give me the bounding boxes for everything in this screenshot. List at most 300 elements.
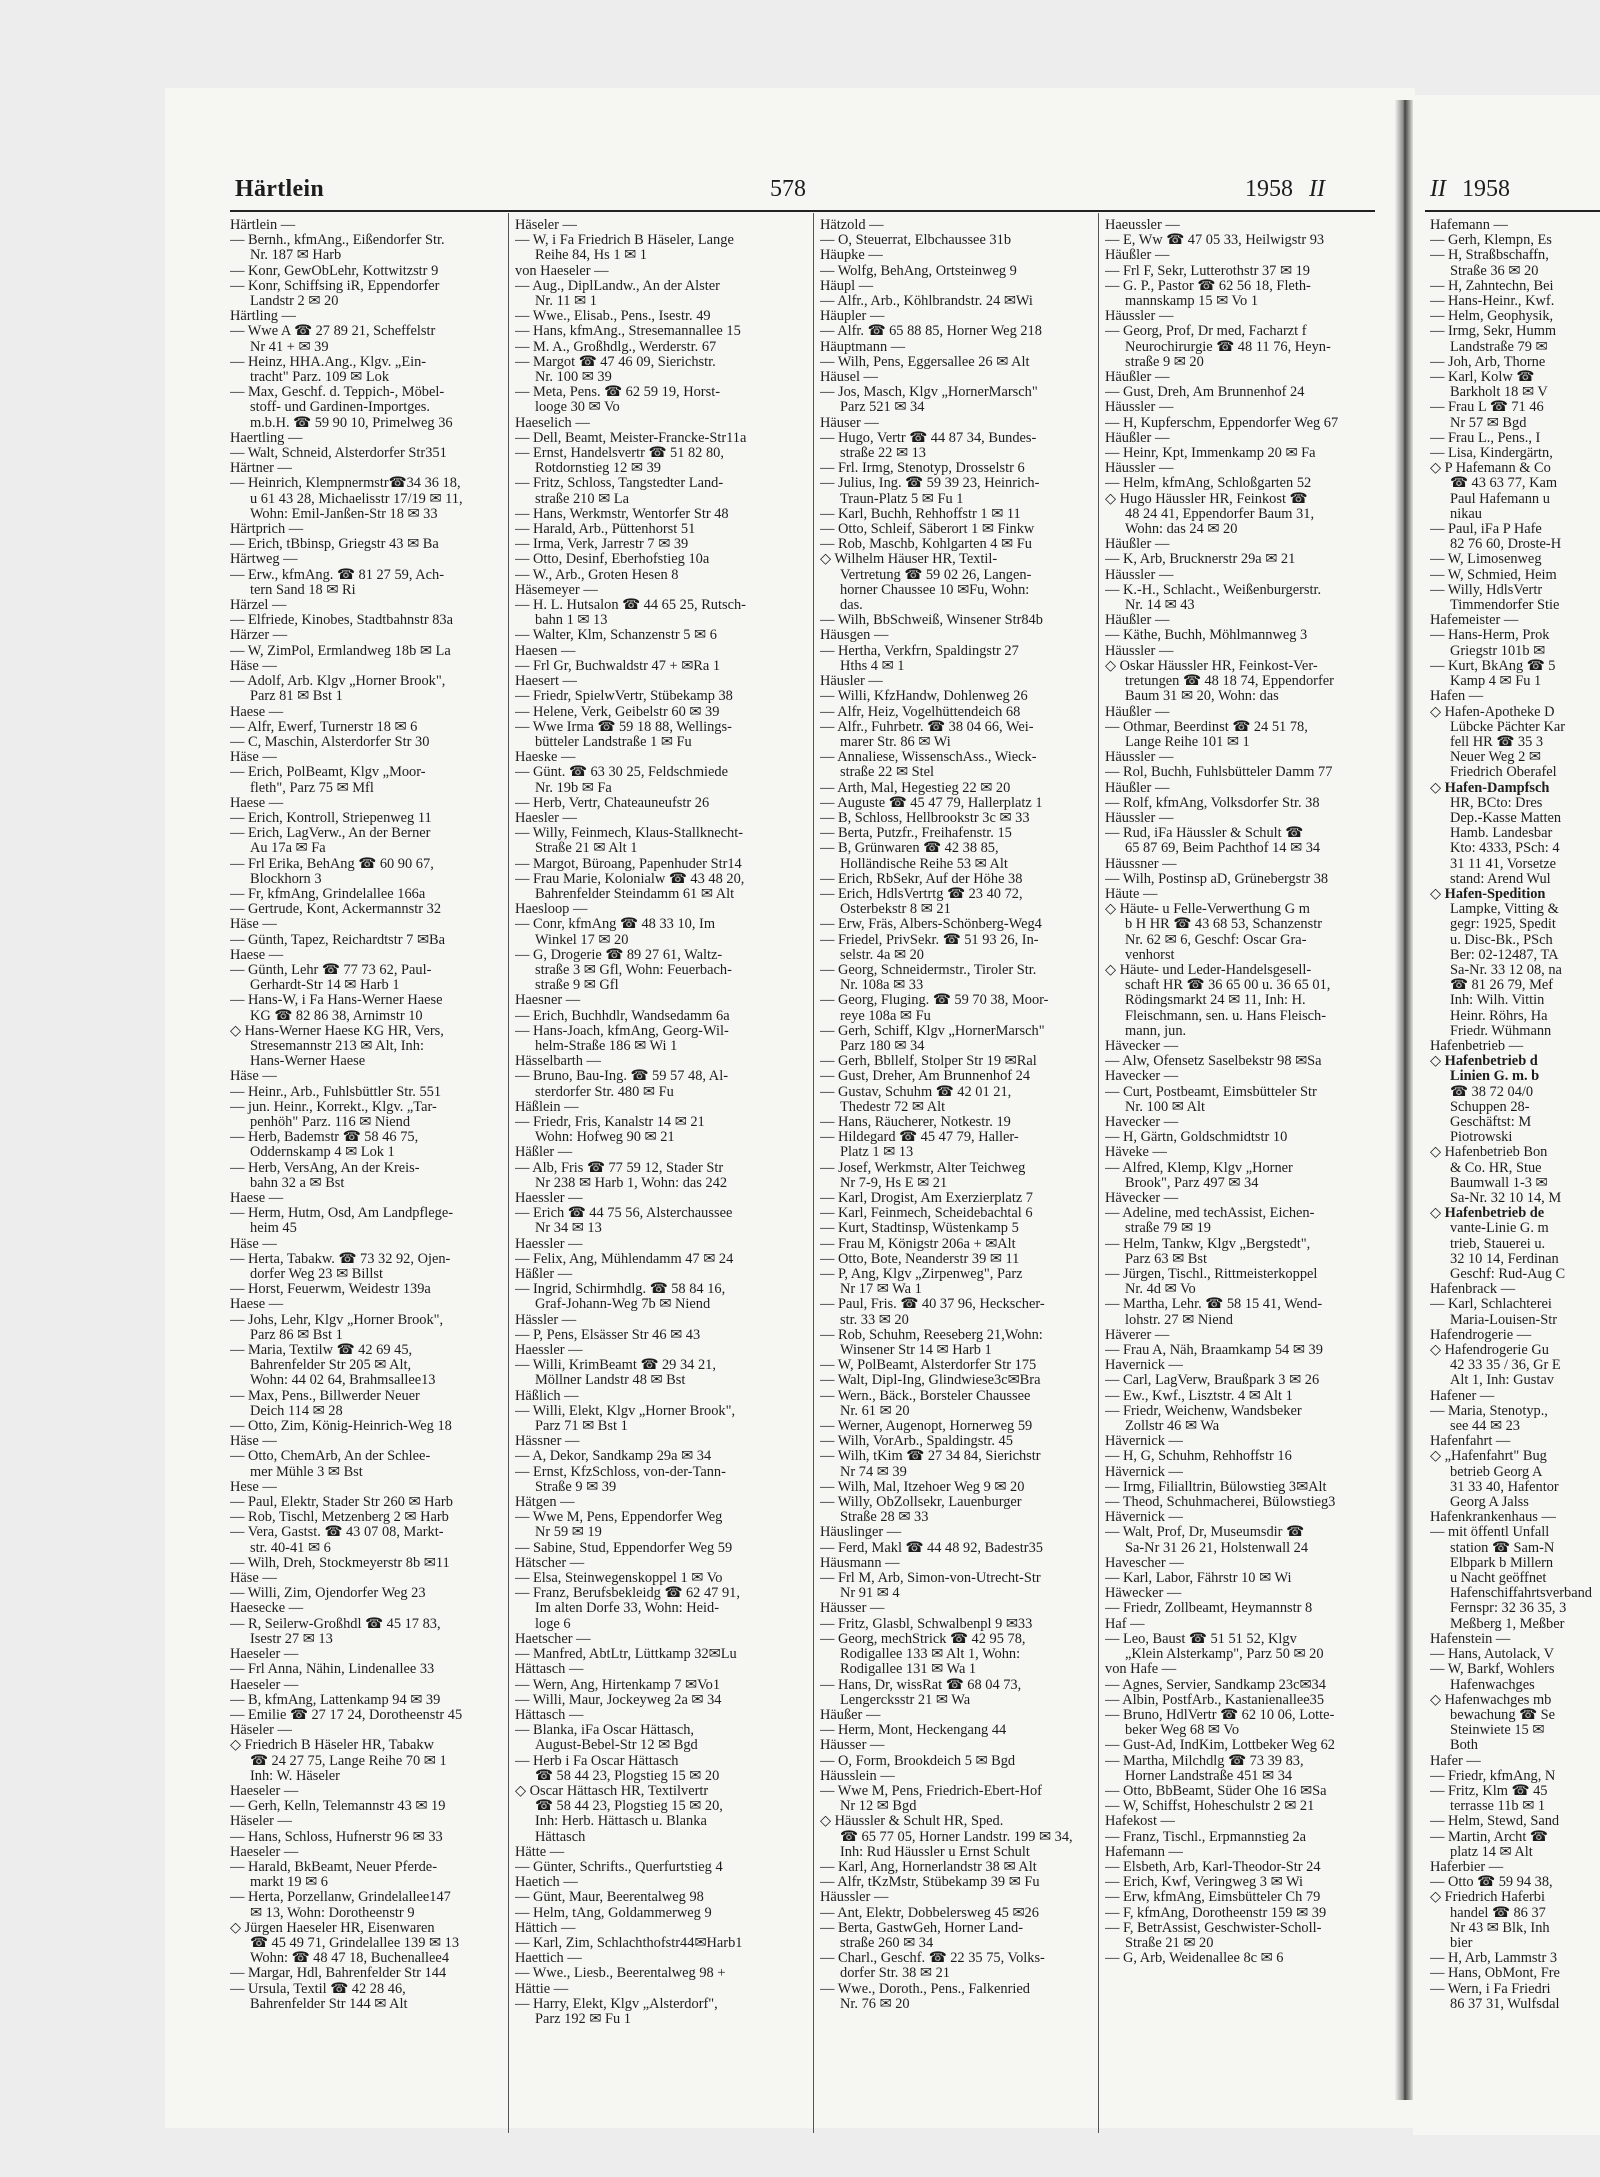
entry-line: Haese — xyxy=(230,1297,284,1313)
entry-line: Sa-Nr. 33 12 08, na xyxy=(1450,962,1562,978)
entry-line: Haetich — xyxy=(515,1875,578,1891)
entry-line: — Wilh, Postinsp aD, Grünebergstr 38 xyxy=(1105,871,1329,887)
entry-line: — Conr, kfmAng ☎ 48 33 10, Im xyxy=(515,917,716,933)
entry-line: Both xyxy=(1450,1738,1478,1754)
entry-line: Hättasch xyxy=(535,1829,586,1845)
entry-line: straße 22 ✉ 13 xyxy=(840,446,926,462)
entry-line: — Ursula, Textil ☎ 42 28 46, xyxy=(230,1981,406,1997)
entry-line: — Margot, Büroang, Papenhuder Str14 xyxy=(515,856,742,872)
entry-line: — Konr, GewObLehr, Kottwitzstr 9 xyxy=(230,263,439,279)
entry-line: — Günth, Lehr ☎ 77 73 62, Paul- xyxy=(230,962,432,978)
entry-line: — Rolf, kfmAng, Volksdorfer Str. 38 xyxy=(1105,795,1320,811)
entry-line: marer Str. 86 ✉ Wi xyxy=(840,734,951,750)
entry-line: ◇ P Hafemann & Co xyxy=(1430,461,1551,477)
entry-line: Häusel — xyxy=(820,370,878,386)
entry-line: — Helm, Stewd, Sand xyxy=(1430,1814,1560,1830)
entry-line: Häusler — xyxy=(820,674,883,690)
entry-line: Nr. 108a ✉ 33 xyxy=(840,978,924,994)
entry-line: — Gerh, Kelln, Telemannstr 43 ✉ 19 xyxy=(230,1799,446,1815)
entry-line: straße 260 ✉ 34 xyxy=(840,1935,934,1951)
entry-line: — Aug., DiplLandw., An der Alster xyxy=(515,278,720,294)
entry-line: — Hans, Schloss, Hufnerstr 96 ✉ 33 xyxy=(230,1829,443,1845)
entry-line: — Gust, Dreh, Am Brunnenhof 24 xyxy=(1105,385,1305,401)
entry-line: mann, jun. xyxy=(1125,1023,1187,1039)
entry-line: Inh: Wilh. Vittin xyxy=(1450,993,1545,1009)
entry-line: — Otto, BbBeamt, Süder Ohe 16 ✉Sa xyxy=(1105,1783,1327,1799)
entry-line: Baum 31 ✉ 20, Wohn: das xyxy=(1125,689,1279,705)
entry-line: — Gust-Ad, IndKim, Lottbeker Weg 62 xyxy=(1105,1738,1335,1754)
entry-line: — Willi, Maur, Jockeyweg 2a ✉ 34 xyxy=(515,1692,722,1708)
entry-line: — Erw., kfmAng. ☎ 81 27 59, Ach- xyxy=(230,567,445,583)
entry-line: — Hans-Joach, kfmAng, Georg-Wil- xyxy=(515,1023,729,1039)
entry-line: — Paul, Fris. ☎ 40 37 96, Heckscher- xyxy=(820,1297,1045,1313)
entry-line: Häßlein — xyxy=(515,1099,579,1115)
entry-line: — Max, Pens., Billwerder Neuer xyxy=(230,1388,420,1404)
entry-line: ☎ 58 44 23, Plogstieg 15 ✉ 20 xyxy=(535,1768,720,1784)
entry-line: — Hans-Herm, Prok xyxy=(1430,628,1550,644)
entry-line: — Friedr, kfmAng, N xyxy=(1430,1768,1556,1784)
entry-line: Fleischmann, sen. u. Hans Fleisch- xyxy=(1125,1008,1327,1024)
entry-line: — Hans-Heinr., Kwf. xyxy=(1430,294,1555,310)
entry-line: stand: Arend Wul xyxy=(1450,871,1551,887)
entry-line: — Karl, Zim, Schlachthofstr44✉Harb1 xyxy=(515,1935,743,1951)
entry-line: — Albin, PostfArb., Kastanienallee35 xyxy=(1105,1692,1325,1708)
entry-line: Hävernick — xyxy=(1105,1464,1183,1480)
entry-line: Hafenfahrt — xyxy=(1430,1434,1511,1450)
entry-line: Landstraße 79 ✉ xyxy=(1450,339,1548,355)
entry-line: — Herb, Bademstr ☎ 58 46 75, xyxy=(230,1130,419,1146)
entry-line: Inh: Herb. Hättasch u. Blanka xyxy=(535,1814,707,1830)
entry-line: Haettich — xyxy=(515,1951,582,1967)
entry-line: — Frau A, Näh, Braamkamp 54 ✉ 39 xyxy=(1105,1343,1323,1359)
entry-line: — Wilh, Pens, Eggersallee 26 ✉ Alt xyxy=(820,354,1030,370)
entry-line: Inh: W. Häseler xyxy=(250,1768,340,1784)
entry-line: Traun-Platz 5 ✉ Fu 1 xyxy=(840,491,964,507)
entry-line: — Rol, Buchh, Fuhlsbütteler Damm 77 xyxy=(1105,765,1333,781)
entry-line: — Helm, Geophysik, xyxy=(1430,309,1554,325)
entry-line: Häse — xyxy=(230,1434,277,1450)
entry-line: — Martha, Lehr. ☎ 58 15 41, Wend- xyxy=(1105,1297,1323,1313)
entry-line: — Hans, Räucherer, Notkestr. 19 xyxy=(820,1114,1011,1130)
entry-line: Häse — xyxy=(230,658,277,674)
entry-line: ◇ Hugo Häussler HR, Feinkost ☎ xyxy=(1105,491,1308,507)
entry-line: Elbpark b Millern xyxy=(1450,1555,1554,1571)
entry-line: trieb, Stauerei u. xyxy=(1450,1236,1546,1252)
entry-line: — G. P., Pastor ☎ 62 56 18, Fleth- xyxy=(1105,278,1311,294)
entry-line: straße 9 ✉ 20 xyxy=(1125,354,1204,370)
entry-line: — W, ZimPol, Ermlandweg 18b ✉ La xyxy=(230,643,451,659)
entry-line: ◇ Hafendrogerie Gu xyxy=(1430,1343,1549,1359)
entry-line: Häseler — xyxy=(515,218,577,233)
entry-line: ◇ Hafen-Dampfsch xyxy=(1430,780,1550,796)
entry-line: — Wern, i Fa Friedri xyxy=(1430,1981,1551,1997)
entry-line: — A, Dekor, Sandkamp 29a ✉ 34 xyxy=(515,1449,712,1465)
entry-line: — Erich, tBbinsp, Griegstr 43 ✉ Ba xyxy=(230,537,439,553)
entry-line: — Helm, kfmAng, Schloßgarten 52 xyxy=(1105,476,1312,492)
entry-line: Steinwiete 15 ✉ xyxy=(1450,1723,1545,1739)
entry-line: August-Bebel-Str 12 ✉ Bgd xyxy=(535,1738,698,1754)
entry-line: — Herm, Hutm, Osd, Am Landpflege- xyxy=(230,1206,454,1222)
entry-line: Kamp 4 ✉ Fu 1 xyxy=(1450,674,1542,690)
entry-line: — Frau Marie, Kolonialw ☎ 43 48 20, xyxy=(515,871,745,887)
entry-line: Hätscher — xyxy=(515,1555,585,1571)
entry-line: — W, i Fa Friedrich B Häseler, Lange xyxy=(515,233,734,249)
entry-line: Wohn: Hofweg 90 ✉ 21 xyxy=(535,1130,675,1146)
entry-line: — Maria, Stenotyp., xyxy=(1430,1403,1548,1419)
entry-line: Alt 1, Inh: Gustav xyxy=(1450,1373,1554,1389)
entry-line: bahn 1 ✉ 13 xyxy=(535,613,608,629)
entry-line: ◇ Häute- und Leder-Handelsgesell- xyxy=(1105,962,1312,978)
entry-line: — H, Zahntechn, Bei xyxy=(1430,278,1554,294)
entry-line: Parz 71 ✉ Bst 1 xyxy=(535,1419,628,1435)
entry-line: — Willy, Feinmech, Klaus-Stallknecht- xyxy=(515,826,744,842)
entry-line: — Herta, Porzellanw, Grindelallee147 xyxy=(230,1890,451,1906)
page-number: 578 xyxy=(770,176,806,202)
entry-line: Hättich — xyxy=(515,1920,576,1936)
entry-line: 31 11 41, Vorsetze xyxy=(1450,856,1557,872)
entry-line: selstr. 4a ✉ 20 xyxy=(840,947,925,963)
entry-line: Häußler — xyxy=(1105,704,1170,720)
entry-line: — Frau L., Pens., I xyxy=(1430,430,1541,446)
entry-line: ◇ Hans-Werner Haese KG HR, Vers, xyxy=(230,1023,444,1039)
entry-line: Platz 1 ✉ 13 xyxy=(840,1145,914,1161)
entry-line: ◇ Wilhelm Häuser HR, Textil- xyxy=(820,552,998,568)
entry-line: betrieb Georg A xyxy=(1450,1464,1543,1480)
entry-line: Hafemann — xyxy=(1430,218,1508,233)
entry-line: ◇ Oskar Häussler HR, Feinkost-Ver- xyxy=(1105,658,1318,674)
entry-line: — Gerh, Schiff, Klgv „HornerMarsch" xyxy=(820,1023,1045,1039)
directory-column-5 xyxy=(1430,218,1598,2012)
entry-line: — Frl Anna, Nähin, Lindenallee 33 xyxy=(230,1662,435,1678)
entry-line: — Fr, kfmAng, Grindelallee 166a xyxy=(230,886,426,902)
entry-line: — Hans, Werkmstr, Wentorfer Str 48 xyxy=(515,506,729,522)
entry-line: straße 9 ✉ Gfl xyxy=(535,978,619,994)
entry-line: ◇ „Hafenfahrt" Bug xyxy=(1430,1449,1547,1465)
entry-line: — Friedr, Weichenw, Wandsbeker xyxy=(1105,1403,1302,1419)
entry-line: — Walt, Dipl-Ing, Glindwiese3c✉Bra xyxy=(820,1373,1041,1389)
entry-line: — Harry, Elekt, Klgv „Alsterdorf", xyxy=(515,1996,718,2012)
entry-line: ◇ Häute- u Felle-Verwerthung G m xyxy=(1105,902,1310,918)
entry-line: Gerhardt-Str 14 ✉ Harb 1 xyxy=(250,978,400,994)
entry-line: — H, Arb, Lammstr 3 xyxy=(1430,1951,1558,1967)
entry-line: — Harald, Arb., Püttenhorst 51 xyxy=(515,522,696,538)
entry-line: mer Mühle 3 ✉ Bst xyxy=(250,1464,363,1480)
entry-line: m.b.H. ☎ 59 90 10, Primelweg 36 xyxy=(250,415,453,431)
entry-line: Nr. 187 ✉ Harb xyxy=(250,248,342,264)
entry-line: — Paul, iFa P Hafe xyxy=(1430,522,1542,538)
entry-line: — Otto, Bote, Neanderstr 39 ✉ 11 xyxy=(820,1251,1020,1267)
entry-line: — Fritz, Klm ☎ 45 xyxy=(1430,1783,1548,1799)
entry-line: — Wwe A ☎ 27 89 21, Scheffelstr xyxy=(230,324,436,340)
entry-line: — Frl F, Sekr, Lutterothstr 37 ✉ 19 xyxy=(1105,263,1310,279)
entry-line: 86 37 31, Wulfsdal xyxy=(1450,1996,1560,2012)
entry-line: loge 6 xyxy=(535,1616,571,1632)
entry-line: — Heinz, HHA.Ang., Klgv. „Ein- xyxy=(230,354,427,370)
entry-line: Deich 114 ✉ 28 xyxy=(250,1403,343,1419)
entry-line: — Wilh, VorArb., Spaldingstr. 45 xyxy=(820,1434,1013,1450)
entry-line: Häussler — xyxy=(820,1890,889,1906)
entry-line: Haessler — xyxy=(515,1236,583,1252)
entry-line: Häßler — xyxy=(515,1145,573,1161)
year-right: 1958 xyxy=(1461,176,1510,202)
entry-line: — Hans, kfmAng., Stresemannallee 15 xyxy=(515,324,741,340)
entry-line: „Klein Alsterkamp", Parz 50 ✉ 20 xyxy=(1125,1647,1324,1663)
entry-line: — Käthe, Buchh, Möhlmannweg 3 xyxy=(1105,628,1308,644)
entry-line: 32 10 14, Ferdinan xyxy=(1450,1251,1559,1267)
entry-line: Haf — xyxy=(1105,1616,1145,1632)
entry-line: — Heinr., Arb., Fuhlsbüttler Str. 551 xyxy=(230,1084,442,1100)
entry-line: Georg A Jalss xyxy=(1450,1495,1529,1511)
entry-line: — Johs, Lehr, Klgv „Horner Brook", xyxy=(230,1312,444,1328)
entry-line: Häussner — xyxy=(1105,856,1177,872)
entry-line: Haese — xyxy=(230,795,284,811)
entry-line: — Hertha, Verkfrn, Spaldingstr 27 xyxy=(820,643,1019,659)
entry-line: — Hildegard ☎ 45 47 79, Haller- xyxy=(820,1130,1019,1146)
entry-line: — Ferd, Makl ☎ 44 48 92, Badestr35 xyxy=(820,1540,1043,1556)
entry-line: bütteler Landstraße 1 ✉ Fu xyxy=(535,734,692,750)
entry-line: — Wern., Bäck., Borsteler Chaussee xyxy=(820,1388,1031,1404)
entry-line: Meßberg 1, Meßber xyxy=(1450,1616,1565,1632)
entry-line: Fernspr: 32 36 35, 3 xyxy=(1450,1601,1567,1617)
entry-line: Straße 21 ✉ 20 xyxy=(1125,1935,1214,1951)
entry-line: — Helene, Verk, Geibelstr 60 ✉ 39 xyxy=(515,704,720,720)
entry-line: — Erich, Kontroll, Striepenweg 11 xyxy=(230,810,432,826)
year-volume-right xyxy=(1430,176,1510,203)
entry-line: Friedr. Wühmann xyxy=(1450,1023,1552,1039)
entry-line: — Wolfg, BehAng, Ortsteinweg 9 xyxy=(820,263,1017,279)
entry-line: — Karl, Kolw ☎ xyxy=(1430,370,1535,386)
entry-line: Häusser — xyxy=(820,1738,885,1754)
header-rule-right xyxy=(1425,210,1600,212)
entry-line: Hafekost — xyxy=(1105,1814,1175,1830)
entry-line: Straße 28 ✉ 33 xyxy=(840,1510,929,1526)
entry-line: Haesecke — xyxy=(230,1601,304,1617)
entry-line: ◇ Hafen-Spedition xyxy=(1430,886,1546,902)
volume-right: II xyxy=(1430,176,1446,202)
entry-line: — Otto, Schleif, Säberort 1 ✉ Finkw xyxy=(820,522,1035,538)
column-divider-2 xyxy=(813,213,814,2133)
entry-line: — Carl, LagVerw, Braußpark 3 ✉ 26 xyxy=(1105,1373,1320,1389)
entry-line: — F, BetrAssist, Geschwister-Scholl- xyxy=(1105,1920,1322,1936)
entry-line: Lange Reihe 101 ✉ 1 xyxy=(1125,734,1250,750)
entry-line: — Rob, Tischl, Metzenberg 2 ✉ Harb xyxy=(230,1510,449,1526)
entry-line: Rotdornstieg 12 ✉ 39 xyxy=(535,461,661,477)
entry-line: Nr 43 ✉ Blk, Inh xyxy=(1450,1920,1550,1936)
entry-line: — Wilh, Dreh, Stockmeyerstr 8b ✉11 xyxy=(230,1555,450,1571)
entry-line: Häßlich — xyxy=(515,1388,579,1404)
entry-line: — Othmar, Beerdinst ☎ 24 51 78, xyxy=(1105,719,1308,735)
entry-line: — Gertrude, Kont, Ackermannstr 32 xyxy=(230,902,442,918)
entry-line: — Hugo, Vertr ☎ 44 87 34, Bundes- xyxy=(820,430,1037,446)
entry-line: — Günt. ☎ 63 30 25, Feldschmiede xyxy=(515,765,728,781)
entry-line: Osterbekstr 8 ✉ 21 xyxy=(840,902,951,918)
entry-line: Häseler — xyxy=(230,1814,292,1830)
entry-line: Hävecker — xyxy=(1105,1191,1179,1206)
entry-line: sterdorfer Str. 480 ✉ Fu xyxy=(535,1084,674,1100)
directory-column-1 xyxy=(230,218,503,2012)
entry-line: Straße 9 ✉ 39 xyxy=(535,1479,617,1495)
entry-line: — Kurt, Stadtinsp, Wüstenkamp 5 xyxy=(820,1221,1019,1237)
column-divider-1 xyxy=(508,213,509,2133)
entry-line: Lübcke Pächter Kar xyxy=(1450,719,1566,735)
entry-line: — Josef, Werkmstr, Alter Teichweg xyxy=(820,1160,1026,1176)
entry-line: — Karl, Ang, Hornerlandstr 38 ✉ Alt xyxy=(820,1859,1037,1875)
entry-line: bahn 32 a ✉ Bst xyxy=(250,1175,345,1191)
entry-line: Häussler — xyxy=(1105,567,1174,583)
entry-line: — Frl Erika, BehAng ☎ 60 90 67, xyxy=(230,856,434,872)
entry-line: — W., Arb., Groten Hesen 8 xyxy=(515,567,679,583)
entry-line: Hättasch — xyxy=(515,1662,584,1678)
entry-line: — Friedr, SpielwVertr, Stübekamp 38 xyxy=(515,689,733,705)
entry-line: Nr 17 ✉ Wa 1 xyxy=(840,1282,922,1298)
entry-line: — Karl, Feinmech, Scheidebachtal 6 xyxy=(820,1206,1033,1222)
entry-line: dorfer Weg 23 ✉ Billst xyxy=(250,1267,383,1283)
entry-line: Haeseler — xyxy=(230,1844,299,1860)
entry-line: Hafer — xyxy=(1430,1753,1481,1769)
entry-line: — Julius, Ing. ☎ 59 39 23, Heinrich- xyxy=(820,476,1040,492)
entry-line: Schuppen 28- xyxy=(1450,1099,1530,1115)
entry-line: — Walt, Schneid, Alsterdorfer Str351 xyxy=(230,446,447,462)
entry-line: — Georg, Schneidermstr., Tiroler Str. xyxy=(820,962,1037,978)
entry-line: — Friedr, Fris, Kanalstr 14 ✉ 21 xyxy=(515,1114,705,1130)
entry-line: Hättie — xyxy=(515,1981,569,1997)
entry-line: von Haeseler — xyxy=(515,263,609,279)
entry-line: Häverer — xyxy=(1105,1327,1170,1343)
entry-line: tracht" Parz. 109 ✉ Lok xyxy=(250,370,390,386)
entry-line: Nr 74 ✉ 39 xyxy=(840,1464,907,1480)
entry-line: Häußler — xyxy=(1105,248,1170,264)
entry-line: Nr. 14 ✉ 43 xyxy=(1125,598,1195,614)
entry-line: — Erich, PolBeamt, Klgv „Moor- xyxy=(230,765,426,781)
entry-line: Häveke — xyxy=(1105,1145,1167,1161)
entry-line: — Ant, Elektr, Dobbelersweg 45 ✉26 xyxy=(820,1905,1039,1921)
entry-line: Häussler — xyxy=(1105,309,1174,325)
entry-line: reye 108a ✉ Fu xyxy=(840,1008,931,1024)
entry-line: — Wwe Irma ☎ 59 18 88, Wellings- xyxy=(515,719,732,735)
entry-line: Timmendorfer Stie xyxy=(1450,598,1560,614)
entry-line: — Elsa, Steinwegenskoppel 1 ✉ Vo xyxy=(515,1571,723,1587)
entry-line: Häussler — xyxy=(1105,750,1174,766)
entry-line: — B, kfmAng, Lattenkamp 94 ✉ 39 xyxy=(230,1692,441,1708)
entry-line: ☎ 38 72 04/0 xyxy=(1450,1084,1534,1100)
entry-line: Häussler — xyxy=(1105,400,1174,416)
entry-line: — Frl. Irmg, Stenotyp, Drosselstr 6 xyxy=(820,461,1025,477)
entry-line: Winsener Str 14 ✉ Harb 1 xyxy=(840,1343,992,1359)
entry-line: — Gust, Dreher, Am Brunnenhof 24 xyxy=(820,1069,1031,1085)
entry-line: — Agnes, Servier, Sandkamp 23c✉34 xyxy=(1105,1677,1326,1693)
entry-line: Haeseler — xyxy=(230,1783,299,1799)
entry-line: Häwecker — xyxy=(1105,1586,1182,1602)
entry-line: — W, Schmied, Heim xyxy=(1430,567,1557,583)
entry-line: Häse — xyxy=(230,750,277,766)
entry-line: ◇ Häussler & Schult HR, Sped. xyxy=(820,1814,1004,1830)
book-gutter xyxy=(1395,100,1413,2100)
entry-line: dorfer Str. 38 ✉ 21 xyxy=(840,1966,950,1982)
entry-line: Zollstr 46 ✉ Wa xyxy=(1125,1419,1220,1435)
entry-line: Nr 91 ✉ 4 xyxy=(840,1586,900,1602)
entry-line: Häßler — xyxy=(515,1267,573,1283)
entry-line: mannskamp 15 ✉ Vo 1 xyxy=(1125,294,1259,310)
entry-line: Hafenbetrieb — xyxy=(1430,1038,1524,1054)
entry-line: Griegstr 101b ✉ xyxy=(1450,643,1546,659)
entry-line: — Alfred, Klemp, Klgv „Horner xyxy=(1105,1160,1293,1176)
entry-line: 31 33 40, Hafentor xyxy=(1450,1479,1559,1495)
entry-line: Rodigallee 133 ✉ Alt 1, Wohn: xyxy=(840,1647,1021,1663)
entry-line: Haeselich — xyxy=(515,415,590,431)
entry-line: Hässler — xyxy=(515,1312,577,1328)
entry-line: 42 33 35 / 36, Gr E xyxy=(1450,1358,1561,1374)
entry-line: lohstr. 27 ✉ Niend xyxy=(1125,1312,1233,1328)
entry-line: — B, Grünwaren ☎ 42 38 85, xyxy=(820,841,999,857)
entry-line: vante-Linie G. m xyxy=(1450,1221,1549,1237)
entry-line: — Franz, Tischl., Erpmannstieg 2a xyxy=(1105,1829,1307,1845)
entry-line: Straße 36 ✉ 20 xyxy=(1450,263,1539,279)
entry-line: penhöh" Parz. 116 ✉ Niend xyxy=(250,1114,411,1130)
entry-line: — Ingrid, Schirmhdlg. ☎ 58 84 16, xyxy=(515,1282,726,1298)
entry-line: Havecker — xyxy=(1105,1114,1179,1130)
entry-line: Isestr 27 ✉ 13 xyxy=(250,1631,333,1647)
entry-line: — Berta, Putzfr., Freihafenstr. 15 xyxy=(820,826,1012,842)
entry-line: — Alfr., Arb., Köhlbrandstr. 24 ✉Wi xyxy=(820,294,1033,310)
entry-line: Rodigallee 131 ✉ Wa 1 xyxy=(840,1662,977,1678)
entry-line: Im alten Dorfe 33, Wohn: Heid- xyxy=(535,1601,720,1617)
entry-line: Häse — xyxy=(230,917,277,933)
entry-line: — Margar, Hdl, Bahrenfelder Str 144 xyxy=(230,1966,447,1982)
entry-line: — Rob, Maschb, Kohlgarten 4 ✉ Fu xyxy=(820,537,1032,553)
running-head: Härtlein xyxy=(235,176,325,202)
entry-line: — Helm, tAng, Goldammerweg 9 xyxy=(515,1905,712,1921)
entry-line: Hans-Werner Haese xyxy=(250,1054,366,1070)
entry-line: — Hans, Dr, wissRat ☎ 68 04 73, xyxy=(820,1677,1022,1693)
entry-line: — Martin, Archt ☎ xyxy=(1430,1829,1548,1845)
entry-line: HR, BCto: Dres xyxy=(1450,795,1543,811)
entry-line: — Horst, Feuerwm, Weidestr 139a xyxy=(230,1282,431,1298)
entry-line: Neurochirurgie ☎ 48 11 76, Heyn- xyxy=(1125,339,1331,355)
entry-line: b H HR ☎ 43 68 53, Schanzenstr xyxy=(1125,917,1322,933)
entry-line: — W, PolBeamt, Alsterdorfer Str 175 xyxy=(820,1358,1037,1374)
entry-line: Haesen — xyxy=(515,643,576,659)
entry-line: — H, G, Schuhm, Rehhoffstr 16 xyxy=(1105,1449,1292,1465)
entry-line: station ☎ Sam-N xyxy=(1450,1540,1555,1556)
entry-line: — Frau L ☎ 71 46 xyxy=(1430,400,1544,416)
entry-line: — Irmg, Sekr, Humm xyxy=(1430,324,1557,340)
entry-line: ◇ Hafenbetrieb d xyxy=(1430,1054,1538,1070)
entry-line: Piotrowski xyxy=(1450,1130,1513,1146)
entry-line: — H. L. Hutsalon ☎ 44 65 25, Rutsch- xyxy=(515,598,746,614)
entry-line: Häsemeyer — xyxy=(515,582,598,598)
entry-line: — Gustav, Schuhm ☎ 42 01 21, xyxy=(820,1084,1012,1100)
header-rule-left xyxy=(230,210,1375,212)
entry-line: str. 40-41 ✉ 6 xyxy=(250,1540,331,1556)
entry-line: horner Chaussee 10 ✉Fu, Wohn: xyxy=(840,582,1030,598)
entry-line: Häusslein — xyxy=(820,1768,895,1784)
entry-line: Haferbier — xyxy=(1430,1859,1504,1875)
entry-line: — Willi, KfzHandw, Dohlenweg 26 xyxy=(820,689,1028,705)
entry-line: — Alb, Fris ☎ 77 59 12, Stader Str xyxy=(515,1160,724,1176)
entry-line: Hafenkrankenhaus — xyxy=(1430,1510,1556,1526)
entry-line: — Blanka, iFa Oscar Hättasch, xyxy=(515,1723,695,1739)
entry-line: ◇ Oscar Hättasch HR, Textilvertr xyxy=(515,1783,709,1799)
entry-line: Härzel — xyxy=(230,598,287,614)
entry-line: — Adeline, med techAssist, Eichen- xyxy=(1105,1206,1315,1222)
entry-line: — Auguste ☎ 45 47 79, Hallerplatz 1 xyxy=(820,795,1043,811)
entry-line: ☎ 81 26 79, Mef xyxy=(1450,978,1554,994)
entry-line: — P, Ang, Klgv „Zirpenweg", Parz xyxy=(820,1267,1023,1283)
entry-line: Oddernskamp 4 ✉ Lok 1 xyxy=(250,1145,395,1161)
entry-line: — G, Drogerie ☎ 89 27 61, Waltz- xyxy=(515,947,723,963)
entry-line: Haesert — xyxy=(515,674,577,690)
year-volume-left xyxy=(1245,176,1325,203)
